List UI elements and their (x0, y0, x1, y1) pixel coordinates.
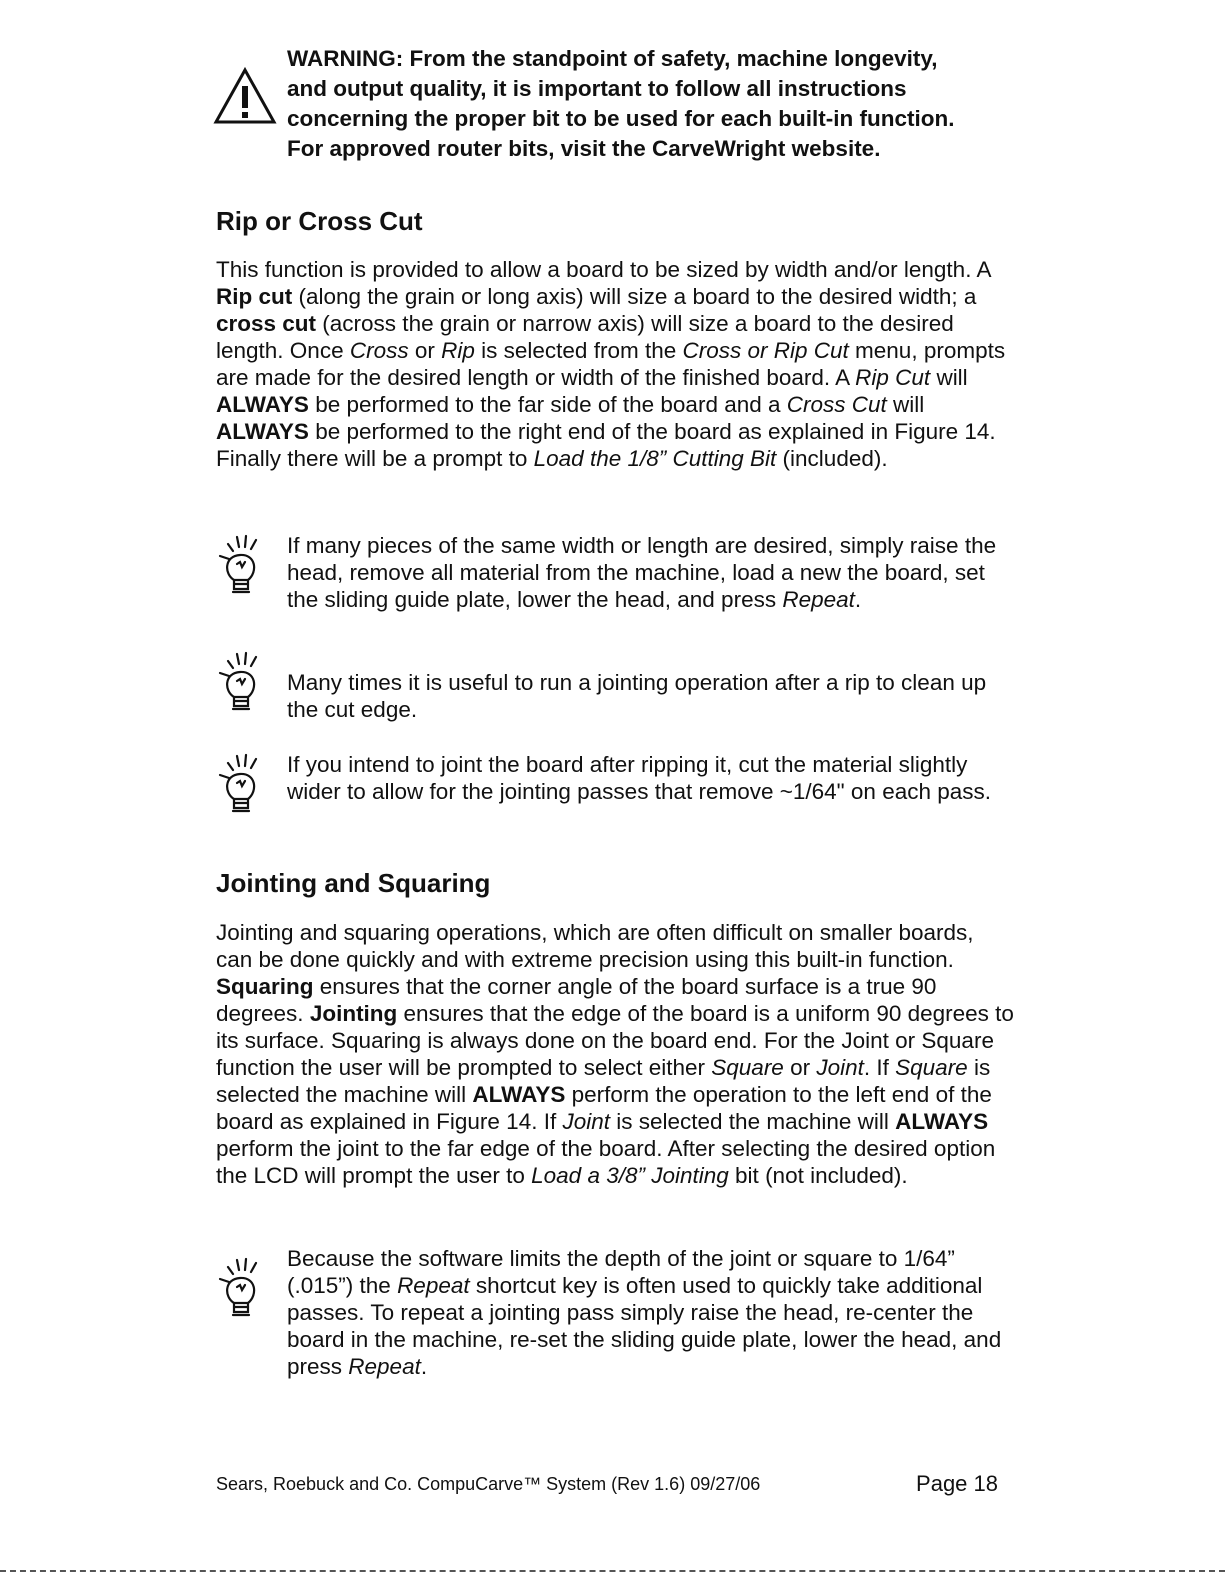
tip-block (214, 1245, 1014, 1380)
warning-line: and output quality, it is important to follow all instructions (287, 76, 907, 101)
lightbulb-icon (214, 534, 274, 614)
rip-paragraph: This function is provided to allow a board to be sized by width and/or length. A Rip cut (along the grain or long axis) will size a board to the desired width; a cross cut (across the grain or narrow axis) will size a board to the desired length. Once Cross or Rip is selected from the Cross or Rip Cut menu, prompts are made for the desired length or width of the finished board. A Rip Cut will ALWAYS be performed to the far side of the board and a Cross Cut will ALWAYS be performed to the right end of the board as explained in Figure 14. Finally there will be a prompt to Load the 1/8” Cutting Bit (included). (216, 257, 1006, 471)
section-heading-rip: Rip or Cross Cut (216, 206, 423, 236)
tip-text: Many times it is useful to run a jointing operation after a rip to clean up the cut edge. (287, 670, 987, 722)
page-edge-rule (0, 1570, 1225, 1572)
lightbulb-icon (214, 753, 274, 833)
lightbulb-icon (214, 1257, 274, 1337)
tip-text: If you intend to joint the board after ripping it, cut the material slightly wider to allow for the jointing passes that remove ~1/64" on each pass. (287, 752, 992, 804)
tip-text: If many pieces of the same width or length are desired, simply raise the head, remove all material from the machine, load a new the board, set the sliding guide plate, lower the head, and press Repeat. (287, 533, 997, 612)
tip-text: Because the software limits the depth of the joint or square to 1/64” (.015”) the Repeat shortcut key is often used to quickly take additional passes. To repeat a jointing pass simply raise the head, re-center the board in the machine, re-set the sliding guide plate, lower the head, and press Repeat. (287, 1246, 1002, 1379)
warning-block (212, 44, 1012, 164)
tip-block (214, 532, 1014, 613)
warning-text (287, 44, 1012, 164)
jointing-paragraph: Jointing and squaring operations, which are often difficult on smaller boards, can be done quickly and with extreme precision using this built-in function. Squaring ensures that the corner angle of the board surface is a true 90 degrees. Jointing ensures that the edge of the board is a uniform 90 degrees to its surface. Squaring is always done on the board end. For the Joint or Square function the user will be prompted to select either Square or Joint. If Square is selected the machine will ALWAYS perform the operation to the left end of the board as explained in Figure 14. If Joint is selected the machine will ALWAYS perform the joint to the far edge of the board. After selecting the desired option the LCD will prompt the user to Load a 3/8” Jointing bit (not included). (216, 920, 1014, 1188)
section-heading-jointing: Jointing and Squaring (216, 868, 491, 898)
warning-line: For approved router bits, visit the CarveWright website. (287, 136, 881, 161)
lightbulb-icon (214, 651, 274, 731)
warning-triangle-icon (212, 66, 278, 126)
page-number: Page 18 (916, 1471, 998, 1496)
footer-publisher: Sears, Roebuck and Co. CompuCarve™ System (Rev 1.6) 09/27/06 (216, 1474, 761, 1494)
warning-line: WARNING: From the standpoint of safety, machine longevity, (287, 46, 938, 71)
tip-block (214, 751, 1014, 805)
warning-line: concerning the proper bit to be used for each built-in function. (287, 106, 955, 131)
tip-block (214, 669, 1014, 723)
